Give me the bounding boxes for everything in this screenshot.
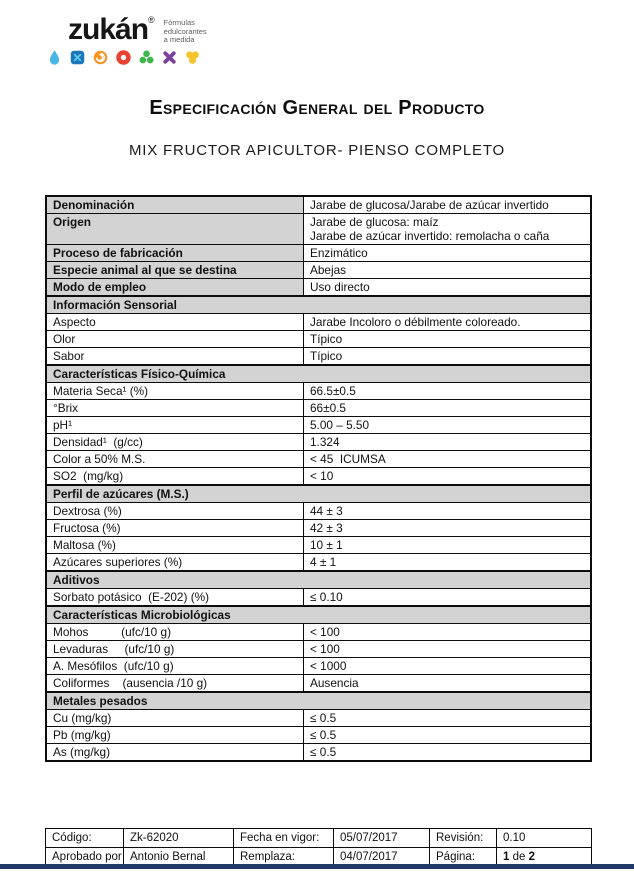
spec-value: Jarabe de glucosa: maíz Jarabe de azúcar invertido: remolacha o caña	[310, 215, 550, 243]
spec-label: Sabor	[47, 348, 304, 364]
footer-cell-text: 1	[503, 851, 510, 863]
section-row	[47, 570, 590, 588]
footer-cell: Aprobado por	[52, 851, 122, 863]
spec-row	[47, 536, 590, 553]
spec-value: ≤ 0.10	[310, 590, 343, 604]
footer-cell: Revisión:	[429, 829, 496, 847]
spec-label: Fructosa (%)	[47, 520, 304, 536]
spec-row	[47, 382, 590, 399]
section-title: Información Sensorial	[53, 298, 177, 312]
spec-row	[47, 313, 590, 330]
spec-row	[47, 347, 590, 364]
spec-value: 1.324	[310, 435, 340, 449]
spec-row	[47, 674, 590, 691]
spec-value: < 100	[310, 625, 340, 639]
zukan-logo	[46, 14, 207, 66]
spec-row	[47, 519, 590, 536]
spec-row	[47, 197, 590, 213]
section-title: Perfil de azúcares (M.S.)	[53, 487, 189, 501]
x-icon	[161, 49, 178, 66]
spec-label: Densidad¹ (g/cc)	[47, 434, 304, 450]
spec-label: Coliformes (ausencia /10 g)	[47, 675, 304, 691]
spec-value: Jarabe de glucosa/Jarabe de azúcar invertido	[310, 198, 549, 212]
registered-mark: ®	[148, 15, 155, 25]
spec-value: < 45 ICUMSA	[310, 452, 386, 466]
spec-label: pH¹	[47, 417, 304, 433]
spec-row	[47, 261, 590, 278]
spec-value: Enzimático	[310, 246, 368, 260]
spec-row	[47, 709, 590, 726]
footer-cell: Antonio Bernal	[123, 848, 233, 866]
spec-label: Aspecto	[47, 314, 304, 330]
spec-row	[47, 244, 590, 261]
footer-cell: Fecha en vigor:	[233, 829, 333, 847]
spec-row	[47, 726, 590, 743]
tagline-line: edulcorantes	[163, 26, 207, 36]
spec-row	[47, 416, 590, 433]
spec-row	[47, 657, 590, 674]
spec-value: ≤ 0.5	[310, 711, 337, 725]
footer-row	[46, 829, 591, 847]
brand-name: zukán	[68, 13, 149, 46]
spec-row	[47, 553, 590, 570]
spec-value: 5.00 – 5.50	[310, 418, 370, 432]
spec-label: Denominación	[47, 197, 304, 213]
spec-label: Color a 50% M.S.	[47, 451, 304, 467]
footer-cell-text: 2	[528, 851, 535, 863]
footer-cell: Remplaza:	[233, 848, 333, 866]
tagline-line: Fórmulas	[163, 18, 195, 27]
spec-row	[47, 433, 590, 450]
spec-label: Dextrosa (%)	[47, 503, 304, 519]
spec-label: Levaduras (ufc/10 g)	[47, 641, 304, 657]
spec-label: Pb (mg/kg)	[47, 727, 304, 743]
spec-row	[47, 399, 590, 416]
droplet-icon	[46, 49, 63, 66]
square-icon	[69, 49, 86, 66]
logo-brand-row	[68, 14, 207, 46]
footer-cell: Zk-62020	[123, 829, 233, 847]
section-row	[47, 691, 590, 709]
spec-label: Maltosa (%)	[47, 537, 304, 553]
spec-row	[47, 330, 590, 347]
spiral-icon	[92, 49, 109, 66]
spec-value: 66±0.5	[310, 401, 346, 415]
spec-value: < 100	[310, 642, 340, 656]
spec-value: Abejas	[310, 263, 347, 277]
spec-value: < 10	[310, 469, 334, 483]
spec-value: 4 ± 1	[310, 555, 337, 569]
product-subtitle: MIX FRUCTOR APICULTOR- PIENSO COMPLETO	[128, 142, 505, 159]
spec-row	[47, 502, 590, 519]
spec-label: Origen	[47, 214, 304, 244]
spec-value: 44 ± 3	[310, 504, 343, 518]
trefoil-icon	[184, 49, 201, 66]
footer-cell-text: de	[509, 851, 529, 863]
spec-label: Materia Seca¹ (%)	[47, 383, 304, 399]
spec-value: Típico	[310, 332, 343, 346]
spec-label: Cu (mg/kg)	[47, 710, 304, 726]
section-row	[47, 605, 590, 623]
clover-icon	[138, 49, 155, 66]
spec-table	[45, 195, 592, 762]
section-title: Características Microbiológicas	[53, 608, 231, 622]
section-row	[47, 364, 590, 382]
logo-icons-row	[46, 49, 207, 66]
spec-value: Ausencia	[310, 676, 359, 690]
spec-value: ≤ 0.5	[310, 745, 337, 759]
spec-label: Azúcares superiores (%)	[47, 554, 304, 570]
section-title: Metales pesados	[53, 694, 148, 708]
spec-label: Modo de empleo	[47, 279, 304, 295]
footer-cell: Página:	[429, 848, 496, 866]
section-title: Aditivos	[53, 573, 100, 587]
spec-value: < 1000	[310, 659, 347, 673]
spec-value: 10 ± 1	[310, 538, 343, 552]
spec-label: Proceso de fabricación	[47, 245, 304, 261]
tagline-line: a medida	[163, 35, 195, 44]
spec-value: 42 ± 3	[310, 521, 343, 535]
spec-label: SO2 (mg/kg)	[47, 468, 304, 484]
page-title: Especificación General del Producto	[149, 97, 485, 119]
footer-cell: 0.10	[496, 829, 591, 847]
spec-value: Típico	[310, 349, 343, 363]
spec-label: °Brix	[47, 400, 304, 416]
donut-icon	[115, 49, 132, 66]
spec-row	[47, 743, 590, 760]
spec-value: Uso directo	[310, 280, 370, 294]
spec-value: Jarabe Incoloro o débilmente coloreado.	[310, 315, 521, 329]
spec-row	[47, 640, 590, 657]
logo-tagline	[164, 19, 207, 45]
footer-table	[45, 828, 592, 867]
spec-row	[47, 213, 590, 244]
spec-value: ≤ 0.5	[310, 728, 337, 742]
footer-rule	[0, 864, 634, 869]
footer-cell: 05/07/2017	[333, 829, 429, 847]
spec-row	[47, 467, 590, 484]
spec-label: Olor	[47, 331, 304, 347]
section-row	[47, 295, 590, 313]
spec-row	[47, 278, 590, 295]
spec-label: Sorbato potásico (E-202) (%)	[47, 589, 304, 605]
section-title: Características Físico-Química	[53, 367, 226, 381]
spec-label: Especie animal al que se destina	[47, 262, 304, 278]
spec-label: Mohos (ufc/10 g)	[47, 624, 304, 640]
spec-label: A. Mesófilos (ufc/10 g)	[47, 658, 304, 674]
spec-row	[47, 623, 590, 640]
spec-value: 66.5±0.5	[310, 384, 356, 398]
spec-label: As (mg/kg)	[47, 744, 304, 760]
footer-cell: 04/07/2017	[333, 848, 429, 866]
spec-row	[47, 450, 590, 467]
spec-row	[47, 588, 590, 605]
footer-cell: Código:	[52, 832, 92, 844]
section-row	[47, 484, 590, 502]
